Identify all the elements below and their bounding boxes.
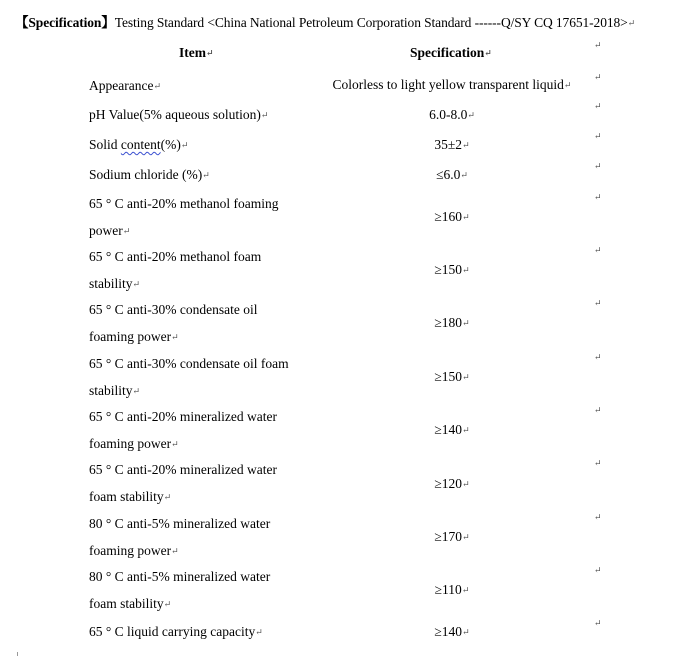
header-specification xyxy=(410,45,492,61)
spec-text: ≥150 xyxy=(434,369,463,384)
spec-text: ≥140 xyxy=(434,422,463,437)
paragraph-mark-icon: ↵ xyxy=(462,627,470,637)
paragraph-mark-icon: ↵ xyxy=(627,18,636,28)
table-row-item xyxy=(89,510,324,565)
table-row-item xyxy=(89,72,324,100)
paragraph-mark-icon: ↵ xyxy=(467,110,475,120)
row-end-mark-icon: ↵ xyxy=(594,298,602,308)
paragraph-mark-icon: ↵ xyxy=(171,546,179,556)
table-row-item xyxy=(89,243,324,298)
paragraph-mark-icon: ↵ xyxy=(563,80,572,90)
row-end-mark-icon: ↵ xyxy=(594,131,602,141)
specification-label: 【Specification】 xyxy=(15,15,115,30)
row-end-mark-icon: ↵ xyxy=(594,40,602,50)
table-row-item xyxy=(89,618,324,646)
spec-text: Colorless to light yellow transparent liquid xyxy=(332,77,564,92)
paragraph-mark-icon: ↵ xyxy=(171,332,179,342)
paragraph-mark-icon: ↵ xyxy=(163,492,172,502)
item-text-continued: foaming power xyxy=(89,329,172,344)
table-row-spec xyxy=(310,369,594,385)
spec-text: ≥140 xyxy=(434,624,463,639)
table-row-item xyxy=(89,403,324,458)
item-text: pH Value(5% aqueous solution) xyxy=(89,107,261,122)
item-text: Sodium chloride (%) xyxy=(89,167,203,182)
table-row-item xyxy=(89,456,324,511)
paragraph-mark-icon: ↵ xyxy=(462,140,470,150)
table-row-spec xyxy=(310,624,594,640)
row-end-mark-icon: ↵ xyxy=(594,245,602,255)
row-end-mark-icon: ↵ xyxy=(594,72,602,82)
item-text: 65 ° C anti-30% condensate oil xyxy=(89,302,258,317)
spec-text: 35±2 xyxy=(434,137,463,152)
paragraph-mark-icon: ↵ xyxy=(202,170,210,180)
paragraph-mark-icon: ↵ xyxy=(462,479,470,489)
paragraph-mark-icon: ↵ xyxy=(163,599,172,609)
table-row-spec xyxy=(310,167,594,183)
table-row-spec xyxy=(310,262,594,278)
paragraph-mark-icon: ↵ xyxy=(171,439,179,449)
paragraph-mark-icon: ↵ xyxy=(462,425,470,435)
paragraph-mark-icon: ↵ xyxy=(462,372,470,382)
paragraph-mark-icon: ↵ xyxy=(255,627,263,637)
table-row-spec xyxy=(310,422,594,438)
table-row-item xyxy=(89,296,324,351)
paragraph-mark-icon: ↵ xyxy=(122,226,131,236)
header-item-label: Item xyxy=(179,45,206,60)
spec-text: ≥150 xyxy=(434,262,463,277)
spec-text: ≥110 xyxy=(434,582,462,597)
row-end-mark-icon: ↵ xyxy=(594,565,602,575)
item-text: 65 ° C anti-20% mineralized water xyxy=(89,409,277,424)
row-end-mark-icon: ↵ xyxy=(594,101,602,111)
item-text: 80 ° C anti-5% mineralized water xyxy=(89,516,271,531)
item-text-continued: stability xyxy=(89,383,133,398)
item-text-continued: foam stability xyxy=(89,489,164,504)
item-text: Appearance xyxy=(89,78,154,93)
specification-line xyxy=(15,11,635,31)
item-text-continued: foaming power xyxy=(89,543,172,558)
row-end-mark-icon: ↵ xyxy=(594,405,602,415)
page-corner-mark xyxy=(17,652,18,656)
spec-text: ≥170 xyxy=(434,529,463,544)
testing-standard-text: Testing Standard <China National Petroleum Corporation Standard ------Q/SY CQ 17651-2018> xyxy=(114,15,628,30)
paragraph-mark-icon: ↵ xyxy=(462,532,470,542)
item-text: 65 ° C anti-20% methanol foaming xyxy=(89,196,279,211)
table-row-spec xyxy=(310,137,594,153)
spec-text: ≥160 xyxy=(434,209,463,224)
table-row-spec xyxy=(310,107,594,123)
item-text-continued: stability xyxy=(89,276,133,291)
item-text-continued: foam stability xyxy=(89,596,164,611)
paragraph-mark-icon: ↵ xyxy=(206,48,214,58)
item-text: 65 ° C anti-20% mineralized water xyxy=(89,462,277,477)
table-row-item xyxy=(89,161,324,189)
table-row-spec xyxy=(310,315,594,331)
spellcheck-underlined-word: content xyxy=(120,137,161,152)
table-row-item xyxy=(89,350,324,405)
row-end-mark-icon: ↵ xyxy=(594,618,602,628)
paragraph-mark-icon: ↵ xyxy=(461,585,470,595)
paragraph-mark-icon: ↵ xyxy=(132,386,141,396)
table-row-item xyxy=(89,190,324,245)
paragraph-mark-icon: ↵ xyxy=(484,48,492,58)
item-text: 65 ° C anti-30% condensate oil foam xyxy=(89,356,289,371)
paragraph-mark-icon: ↵ xyxy=(153,81,162,91)
spec-text: ≥180 xyxy=(434,315,463,330)
table-row-spec xyxy=(310,209,594,225)
spec-text: ≤6.0 xyxy=(436,167,461,182)
item-text: 65 ° C liquid carrying capacity xyxy=(89,624,256,639)
paragraph-mark-icon: ↵ xyxy=(462,265,470,275)
paragraph-mark-icon: ↵ xyxy=(460,170,468,180)
row-end-mark-icon: ↵ xyxy=(594,161,602,171)
table-row-spec xyxy=(310,582,594,598)
item-text-unit: (%) xyxy=(160,137,181,152)
item-text: 80 ° C anti-5% mineralized water xyxy=(89,569,271,584)
item-text-continued: foaming power xyxy=(89,436,172,451)
table-row-item xyxy=(89,101,324,129)
spec-text: 6.0-8.0 xyxy=(429,107,468,122)
row-end-mark-icon: ↵ xyxy=(594,458,602,468)
header-item xyxy=(179,45,214,61)
table-row-spec xyxy=(310,77,594,93)
spec-text: ≥120 xyxy=(434,476,463,491)
paragraph-mark-icon: ↵ xyxy=(462,318,470,328)
item-text: Solid xyxy=(89,137,121,152)
item-text: 65 ° C anti-20% methanol foam xyxy=(89,249,262,264)
header-spec-label: Specification xyxy=(410,45,485,60)
paragraph-mark-icon: ↵ xyxy=(260,110,269,120)
row-end-mark-icon: ↵ xyxy=(594,512,602,522)
paragraph-mark-icon: ↵ xyxy=(132,279,141,289)
table-row-spec xyxy=(310,476,594,492)
paragraph-mark-icon: ↵ xyxy=(180,140,189,150)
row-end-mark-icon: ↵ xyxy=(594,352,602,362)
paragraph-mark-icon: ↵ xyxy=(462,212,470,222)
table-row-item xyxy=(89,131,324,159)
table-row-spec xyxy=(310,529,594,545)
item-text-continued: power xyxy=(89,223,123,238)
row-end-mark-icon: ↵ xyxy=(594,192,602,202)
table-row-item xyxy=(89,563,324,618)
